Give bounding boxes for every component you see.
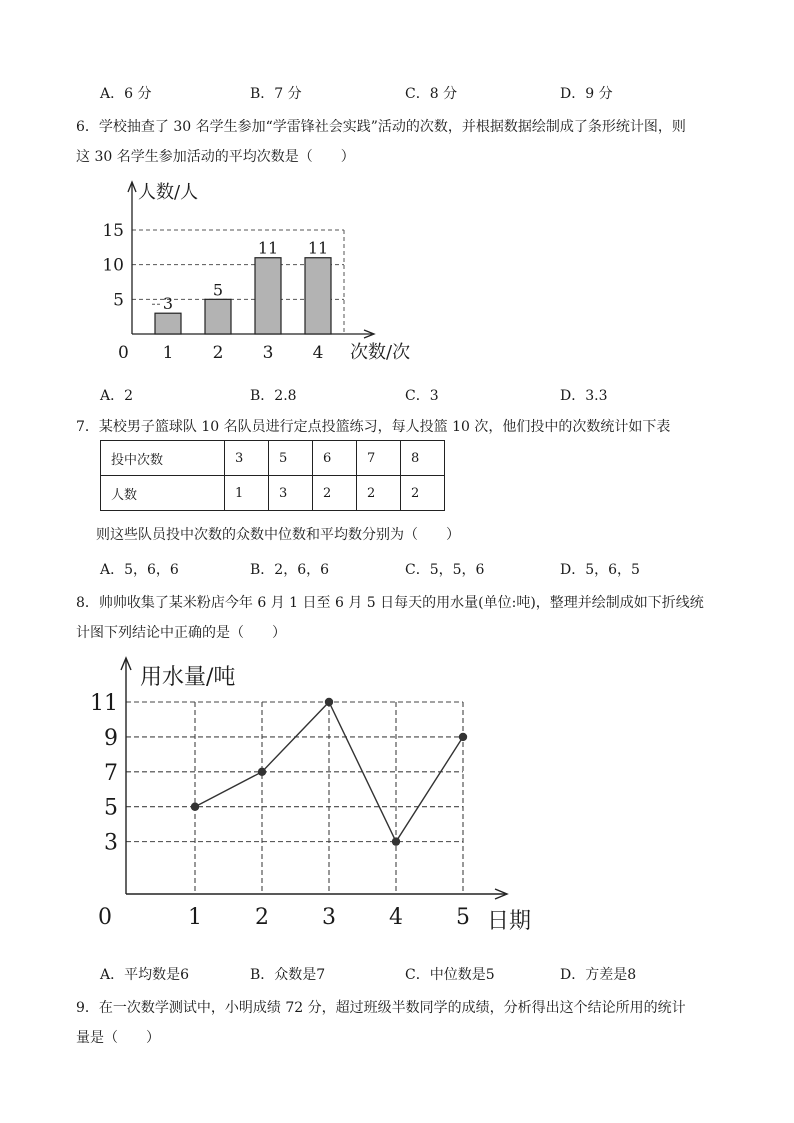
y-tick-label: 5 [104,795,118,821]
data-label: 3 [162,294,174,314]
table-cell: 8 [401,441,445,476]
q8-question-line2: 计图下列结论中正确的是（ ） [76,625,286,641]
y-axis-label: 用水量/吨 [140,665,236,690]
x-tick-label: 3 [262,343,274,363]
table-cell: 3 [269,476,313,511]
x-tick-label: 1 [162,343,174,363]
table-row [101,441,445,476]
x-tick-label: 1 [188,905,202,930]
q5-option-a: A．6 分 [100,86,152,102]
y-tick-label: 10 [102,255,124,276]
table-cell: 3 [225,441,269,476]
y-tick-label: 7 [104,760,118,786]
q5-option-b: B．7 分 [250,86,302,102]
table-cell: 7 [357,441,401,476]
table-cell: 1 [225,476,269,511]
x-tick-label: 2 [212,343,224,363]
x-tick-label: 5 [456,905,470,930]
table-row [101,476,445,511]
bar [305,258,331,334]
q7-option-c: C．5，5，6 [405,562,485,578]
q7-question-line1: 7．某校男子篮球队 10 名队员进行定点投篮练习，每人投篮 10 次，他们投中的次数统计如下表 [76,419,671,435]
q6-option-c: C．3 [405,388,439,404]
q8-question-line1: 8．帅帅收集了某米粉店今年 6 月 1 日至 6 月 5 日每天的用水量(单位:吨)，整理并绘制成如下折线统 [76,595,704,611]
q5-option-d: D．9 分 [560,86,613,102]
table-cell: 2 [401,476,445,511]
y-tick-label: 15 [102,221,124,241]
x-tick-label: 2 [255,905,269,930]
y-axis-label: 人数/人 [138,182,199,203]
data-label: 11 [257,238,279,258]
x-tick-label: 4 [389,905,403,930]
q6-option-a: A．2 [100,388,134,404]
q6-option-b: B．2.8 [250,388,297,404]
q7-question-line2: 则这些队员投中次数的众数中位数和平均数分别为（ ） [96,527,460,543]
x-tick-label: 4 [312,343,324,363]
data-label: 11 [307,238,329,258]
q9-question-line1: 9．在一次数学测试中，小明成绩 72 分，超过班级半数同学的成绩，分析得出这个结论所用的统计 [76,1000,686,1016]
q8-option-a: A．平均数是6 [100,967,190,983]
table-cell: 人数 [101,476,225,511]
q6-question-line2: 这 30 名学生参加活动的平均次数是（ ） [76,149,355,165]
y-tick-label: 11 [90,691,118,716]
q8-option-d: D．方差是8 [560,967,637,983]
bar [255,258,281,334]
x-axis-label: 日期 [487,909,532,934]
q8-option-c: C．中位数是5 [405,967,495,983]
q6-option-d: D．3.3 [560,388,608,404]
y-tick-label: 9 [104,725,118,751]
origin-label: 0 [118,343,129,363]
q7-option-d: D．5，6，5 [560,562,640,578]
q7-option-b: B．2，6，6 [250,562,330,578]
q7-stats-table [100,440,445,511]
q5-option-c: C．8 分 [405,86,458,102]
q8-option-b: B．众数是7 [250,967,326,983]
y-tick-label: 5 [113,290,124,311]
origin-label: 0 [98,905,112,930]
q9-question-line2: 量是（ ） [76,1030,160,1046]
data-point [392,837,400,845]
q8-line-chart [90,652,550,942]
q6-question-line1: 6．学校抽查了 30 名学生参加“学雷锋社会实践”活动的次数，并根据数据绘制成了条形统计图，则 [76,119,686,135]
table-cell: 投中次数 [101,441,225,476]
data-point [258,768,266,776]
data-point [191,803,199,811]
data-point [459,733,467,741]
data-point [325,698,333,706]
bar [155,313,181,334]
x-tick-label: 3 [322,905,336,930]
bar [205,299,231,334]
x-axis-label: 次数/次 [350,342,411,363]
table-cell: 5 [269,441,313,476]
data-label: 5 [212,280,224,300]
q6-bar-chart [100,172,420,372]
table-cell: 6 [313,441,357,476]
table-cell: 2 [313,476,357,511]
table-cell: 2 [357,476,401,511]
y-tick-label: 3 [104,830,118,856]
q7-option-a: A．5，6，6 [100,562,179,578]
